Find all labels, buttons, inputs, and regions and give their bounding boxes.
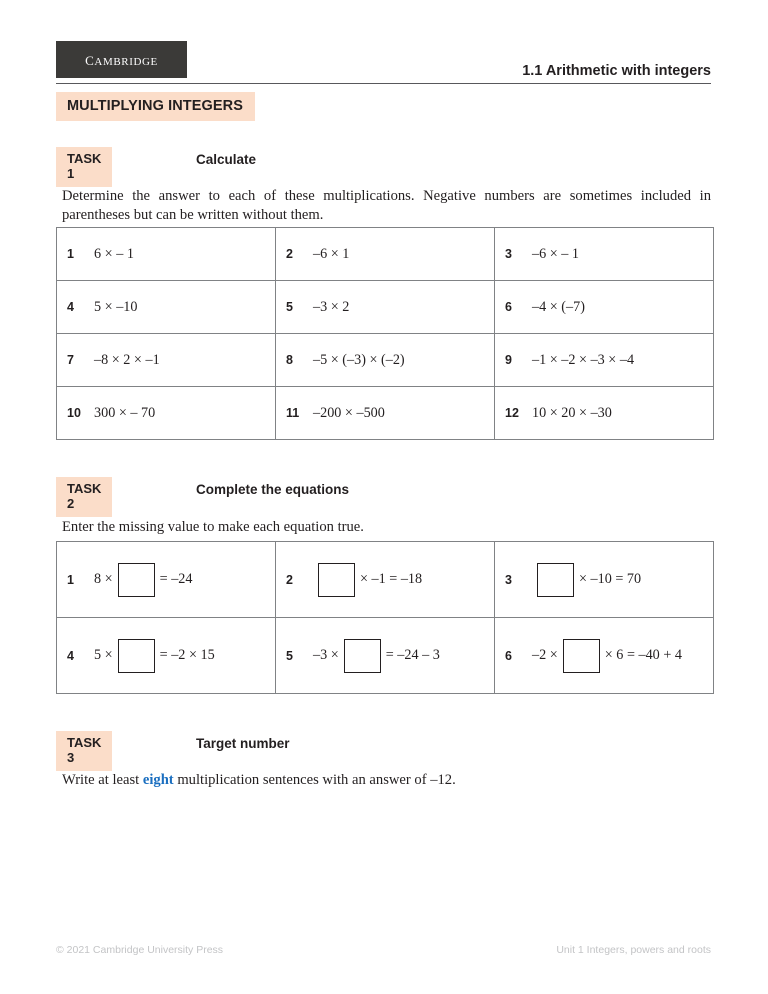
- task-1-instruction: Determine the answer to each of these multiplications. Negative numbers are sometimes included in parentheses but can be written without them.: [62, 188, 711, 224]
- question-number: 1: [67, 572, 74, 587]
- table-row: [57, 281, 714, 334]
- equation-suffix: = –24: [159, 571, 193, 587]
- task-3-badge: TASK 3: [56, 731, 112, 771]
- equation-prefix: –3 ×: [313, 647, 339, 663]
- question-number: 8: [286, 353, 293, 367]
- question-number: 2: [286, 572, 293, 587]
- question-number: 11: [286, 406, 300, 420]
- question-cell-5[interactable]: [276, 281, 495, 334]
- question-cell-8[interactable]: [276, 334, 495, 387]
- question-expression: 6 × – 1: [94, 245, 134, 262]
- equation-prefix: 8 ×: [94, 571, 113, 587]
- equation-cell-5[interactable]: [276, 618, 495, 694]
- table-row: [57, 334, 714, 387]
- question-expression: –5 × (–3) × (–2): [313, 351, 405, 368]
- question-cell-4[interactable]: [57, 281, 276, 334]
- question-expression: –8 × 2 × –1: [94, 351, 160, 368]
- answer-input-box[interactable]: [344, 639, 381, 673]
- question-number: 4: [67, 300, 74, 314]
- footer-unit-label: Unit 1 Integers, powers and roots: [556, 944, 711, 956]
- equation-prefix: 5 ×: [94, 647, 113, 663]
- page-title: 1.1 Arithmetic with integers: [522, 63, 711, 79]
- answer-input-box[interactable]: [537, 563, 574, 597]
- equation-suffix: = –24 – 3: [385, 647, 440, 663]
- question-cell-1[interactable]: [57, 228, 276, 281]
- task-3-instruction: [62, 771, 711, 790]
- equation-suffix: = –2 × 15: [159, 647, 215, 663]
- question-number: 9: [505, 353, 512, 367]
- question-expression: –3 × 2: [313, 298, 350, 315]
- task-2-instruction: Enter the missing value to make each equation true.: [62, 519, 364, 535]
- question-number: 3: [505, 572, 512, 587]
- page-footer: [56, 944, 711, 960]
- cambridge-logo: [56, 41, 187, 78]
- equation-cell-3[interactable]: [495, 542, 714, 618]
- question-cell-7[interactable]: [57, 334, 276, 387]
- equation-expression: [94, 563, 193, 597]
- task-3-instruction-pre: Write at least: [62, 772, 143, 788]
- equation-expression: [94, 639, 215, 673]
- task-3-highlight-word: eight: [142, 772, 174, 788]
- equation-expression: [532, 563, 641, 597]
- table-row: [57, 228, 714, 281]
- question-expression: 300 × – 70: [94, 404, 156, 421]
- equation-suffix: × 6 = –40 + 4: [604, 647, 682, 663]
- task-3-instruction-post: multiplication sentences with an answer of –12.: [173, 772, 456, 788]
- answer-input-box[interactable]: [118, 563, 155, 597]
- task-1-badge: TASK 1: [56, 147, 112, 187]
- answer-input-box[interactable]: [118, 639, 155, 673]
- equation-expression: [532, 639, 682, 673]
- question-number: 6: [505, 300, 512, 314]
- question-number: 1: [67, 247, 74, 261]
- table-row: [57, 387, 714, 440]
- question-number: 12: [505, 406, 519, 420]
- question-expression: –6 × 1: [313, 245, 350, 262]
- footer-copyright: © 2021 Cambridge University Press: [56, 944, 224, 956]
- question-number: 6: [505, 648, 512, 663]
- question-expression: –6 × – 1: [532, 245, 580, 262]
- question-number: 7: [67, 353, 74, 367]
- equation-cell-1[interactable]: [57, 542, 276, 618]
- page-header: [56, 41, 711, 84]
- equation-expression: [313, 563, 422, 597]
- question-cell-3[interactable]: [495, 228, 714, 281]
- question-number: 10: [67, 406, 81, 420]
- task-2-badge: TASK 2: [56, 477, 112, 517]
- question-expression: –200 × –500: [313, 404, 385, 421]
- question-cell-10[interactable]: [57, 387, 276, 440]
- question-expression: 10 × 20 × –30: [532, 404, 612, 421]
- question-number: 3: [505, 247, 512, 261]
- equation-suffix: × –10 = 70: [579, 571, 642, 587]
- question-expression: –1 × –2 × –3 × –4: [532, 351, 635, 368]
- task-1-questions-table: [56, 227, 714, 440]
- task-2-questions-table: [56, 541, 714, 694]
- task-1-title: Calculate: [196, 152, 257, 167]
- equation-cell-2[interactable]: [276, 542, 495, 618]
- question-cell-6[interactable]: [495, 281, 714, 334]
- question-number: 5: [286, 300, 293, 314]
- question-number: 2: [286, 247, 293, 261]
- section-heading: MULTIPLYING INTEGERS: [56, 92, 255, 121]
- task-2-title: Complete the equations: [196, 482, 350, 497]
- question-cell-11[interactable]: [276, 387, 495, 440]
- question-number: 4: [67, 648, 74, 663]
- question-number: 5: [286, 648, 293, 663]
- equation-cell-6[interactable]: [495, 618, 714, 694]
- answer-input-box[interactable]: [563, 639, 600, 673]
- equation-cell-4[interactable]: [57, 618, 276, 694]
- answer-input-box[interactable]: [318, 563, 355, 597]
- question-expression: –4 × (–7): [532, 298, 585, 315]
- table-row: [57, 542, 714, 618]
- equation-suffix: × –1 = –18: [360, 571, 423, 587]
- task-3-title: Target number: [196, 736, 290, 751]
- question-expression: 5 × –10: [94, 298, 138, 315]
- question-cell-9[interactable]: [495, 334, 714, 387]
- question-cell-2[interactable]: [276, 228, 495, 281]
- equation-prefix: –2 ×: [532, 647, 558, 663]
- question-cell-12[interactable]: [495, 387, 714, 440]
- table-row: [57, 618, 714, 694]
- equation-expression: [313, 639, 440, 673]
- cambridge-logo-text: cambridge: [85, 49, 158, 70]
